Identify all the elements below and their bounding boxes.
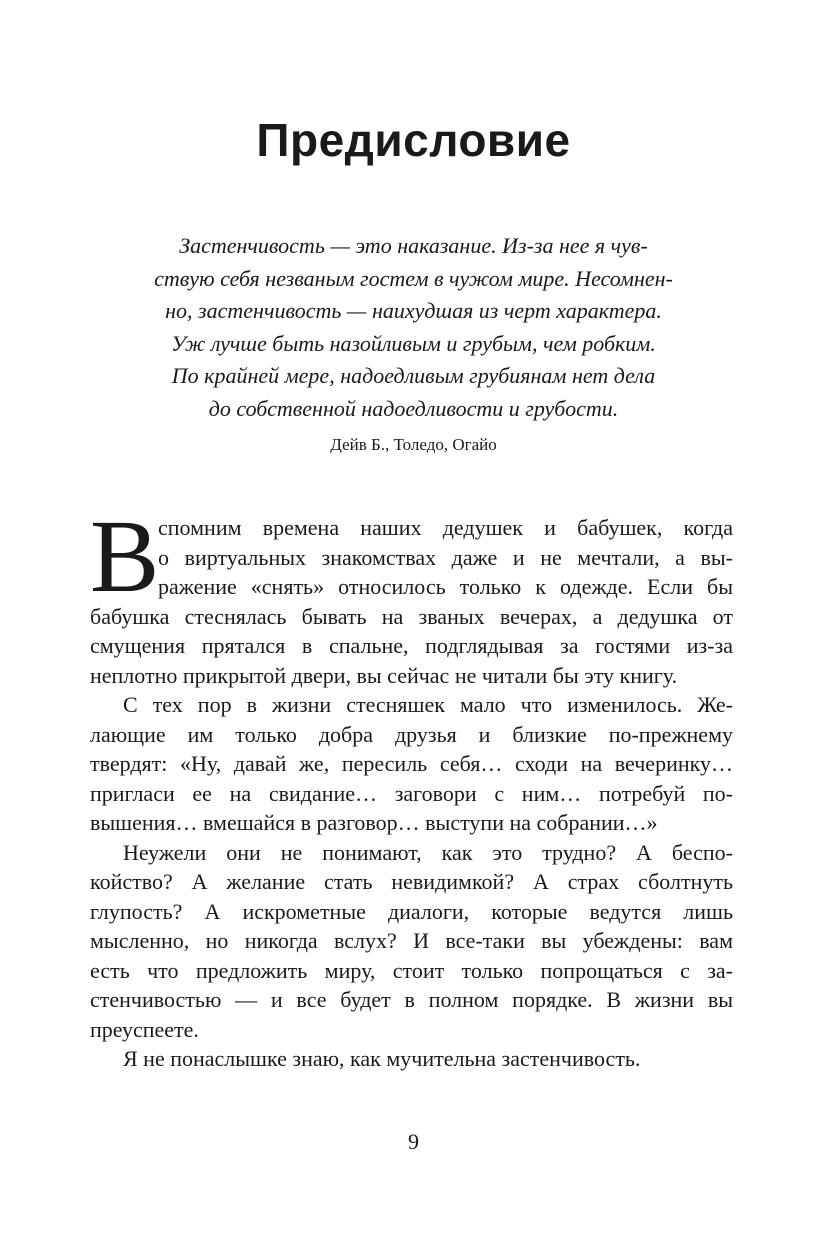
text-line: спомним времена наших дедушек и бабушек, когда	[158, 515, 733, 540]
text-line: есть что предложить миру, стоит только попрощаться с за-	[90, 957, 733, 983]
text-line: смущения прятался в спальне, подглядывая за гостями из-за	[90, 633, 733, 658]
epigraph-line: но, застенчивость — наихудшая из черт характера.	[165, 298, 662, 323]
text-line: мысленно, но никогда вслух? И все-таки вы убеждены: вам	[90, 928, 733, 953]
page-number: 9	[408, 1129, 419, 1154]
text-line: о виртуальных знакомствах даже и не мечтали, а вы-	[158, 544, 733, 570]
epigraph-line: Уж лучше быть назойливым и грубым, чем робким.	[171, 330, 656, 356]
epigraph-line: Застенчивость — это наказание. Из-за нее я чув-	[179, 233, 648, 258]
body-text	[90, 499, 733, 1074]
text-line: преуспеете.	[90, 1016, 199, 1042]
text-line: лающие им только добра друзья и близкие по-прежнему	[90, 721, 733, 747]
epigraph	[60, 230, 767, 457]
text-line: койство? А желание стать невидимкой? А страх сболтнуть	[90, 869, 733, 894]
text-line: неплотно прикрытой двери, вы сейчас не читали бы эту книгу.	[90, 662, 678, 688]
text-line: твердят: «Ну, давай же, пересиль себя… сходи на вечеринку…	[90, 751, 733, 776]
text-line: Неужели они не понимают, как это трудно? А беспо-	[123, 839, 733, 865]
epigraph-line: По крайней мере, надоедливым грубиянам нет дела	[171, 363, 656, 388]
text-line: стенчивостью — и все будет в полном порядке. В жизни вы	[90, 987, 733, 1012]
text-line: бабушка стеснялась бывать на званых вечерах, а дедушка от	[90, 603, 733, 629]
epigraph-line: ствую себя незваным гостем в чужом мире. Несомнен-	[154, 265, 673, 291]
text-line: глупость? А искрометные диалоги, которые ведутся лишь	[90, 898, 733, 924]
epigraph-line: до собственной надоедливости и грубости.	[208, 395, 619, 421]
chapter-title: Предисловие	[256, 114, 571, 166]
epigraph-attribution: Дейв Б., Толедо, Огайо	[330, 435, 497, 454]
text-line: пригласи ее на свидание… заговори с ним… потребуй по-	[90, 780, 733, 806]
text-line: ражение «снять» относилось только к одежде. Если бы	[158, 574, 733, 599]
text-line: вышения… вмешайся в разговор… выступи на собрании…»	[90, 810, 658, 835]
text-line: С тех пор в жизни стесняшек мало что изменилось. Же-	[123, 692, 733, 717]
drop-cap: В	[90, 499, 160, 614]
text-line: Я не понаслышке знаю, как мучительна застенчивость.	[123, 1046, 641, 1071]
